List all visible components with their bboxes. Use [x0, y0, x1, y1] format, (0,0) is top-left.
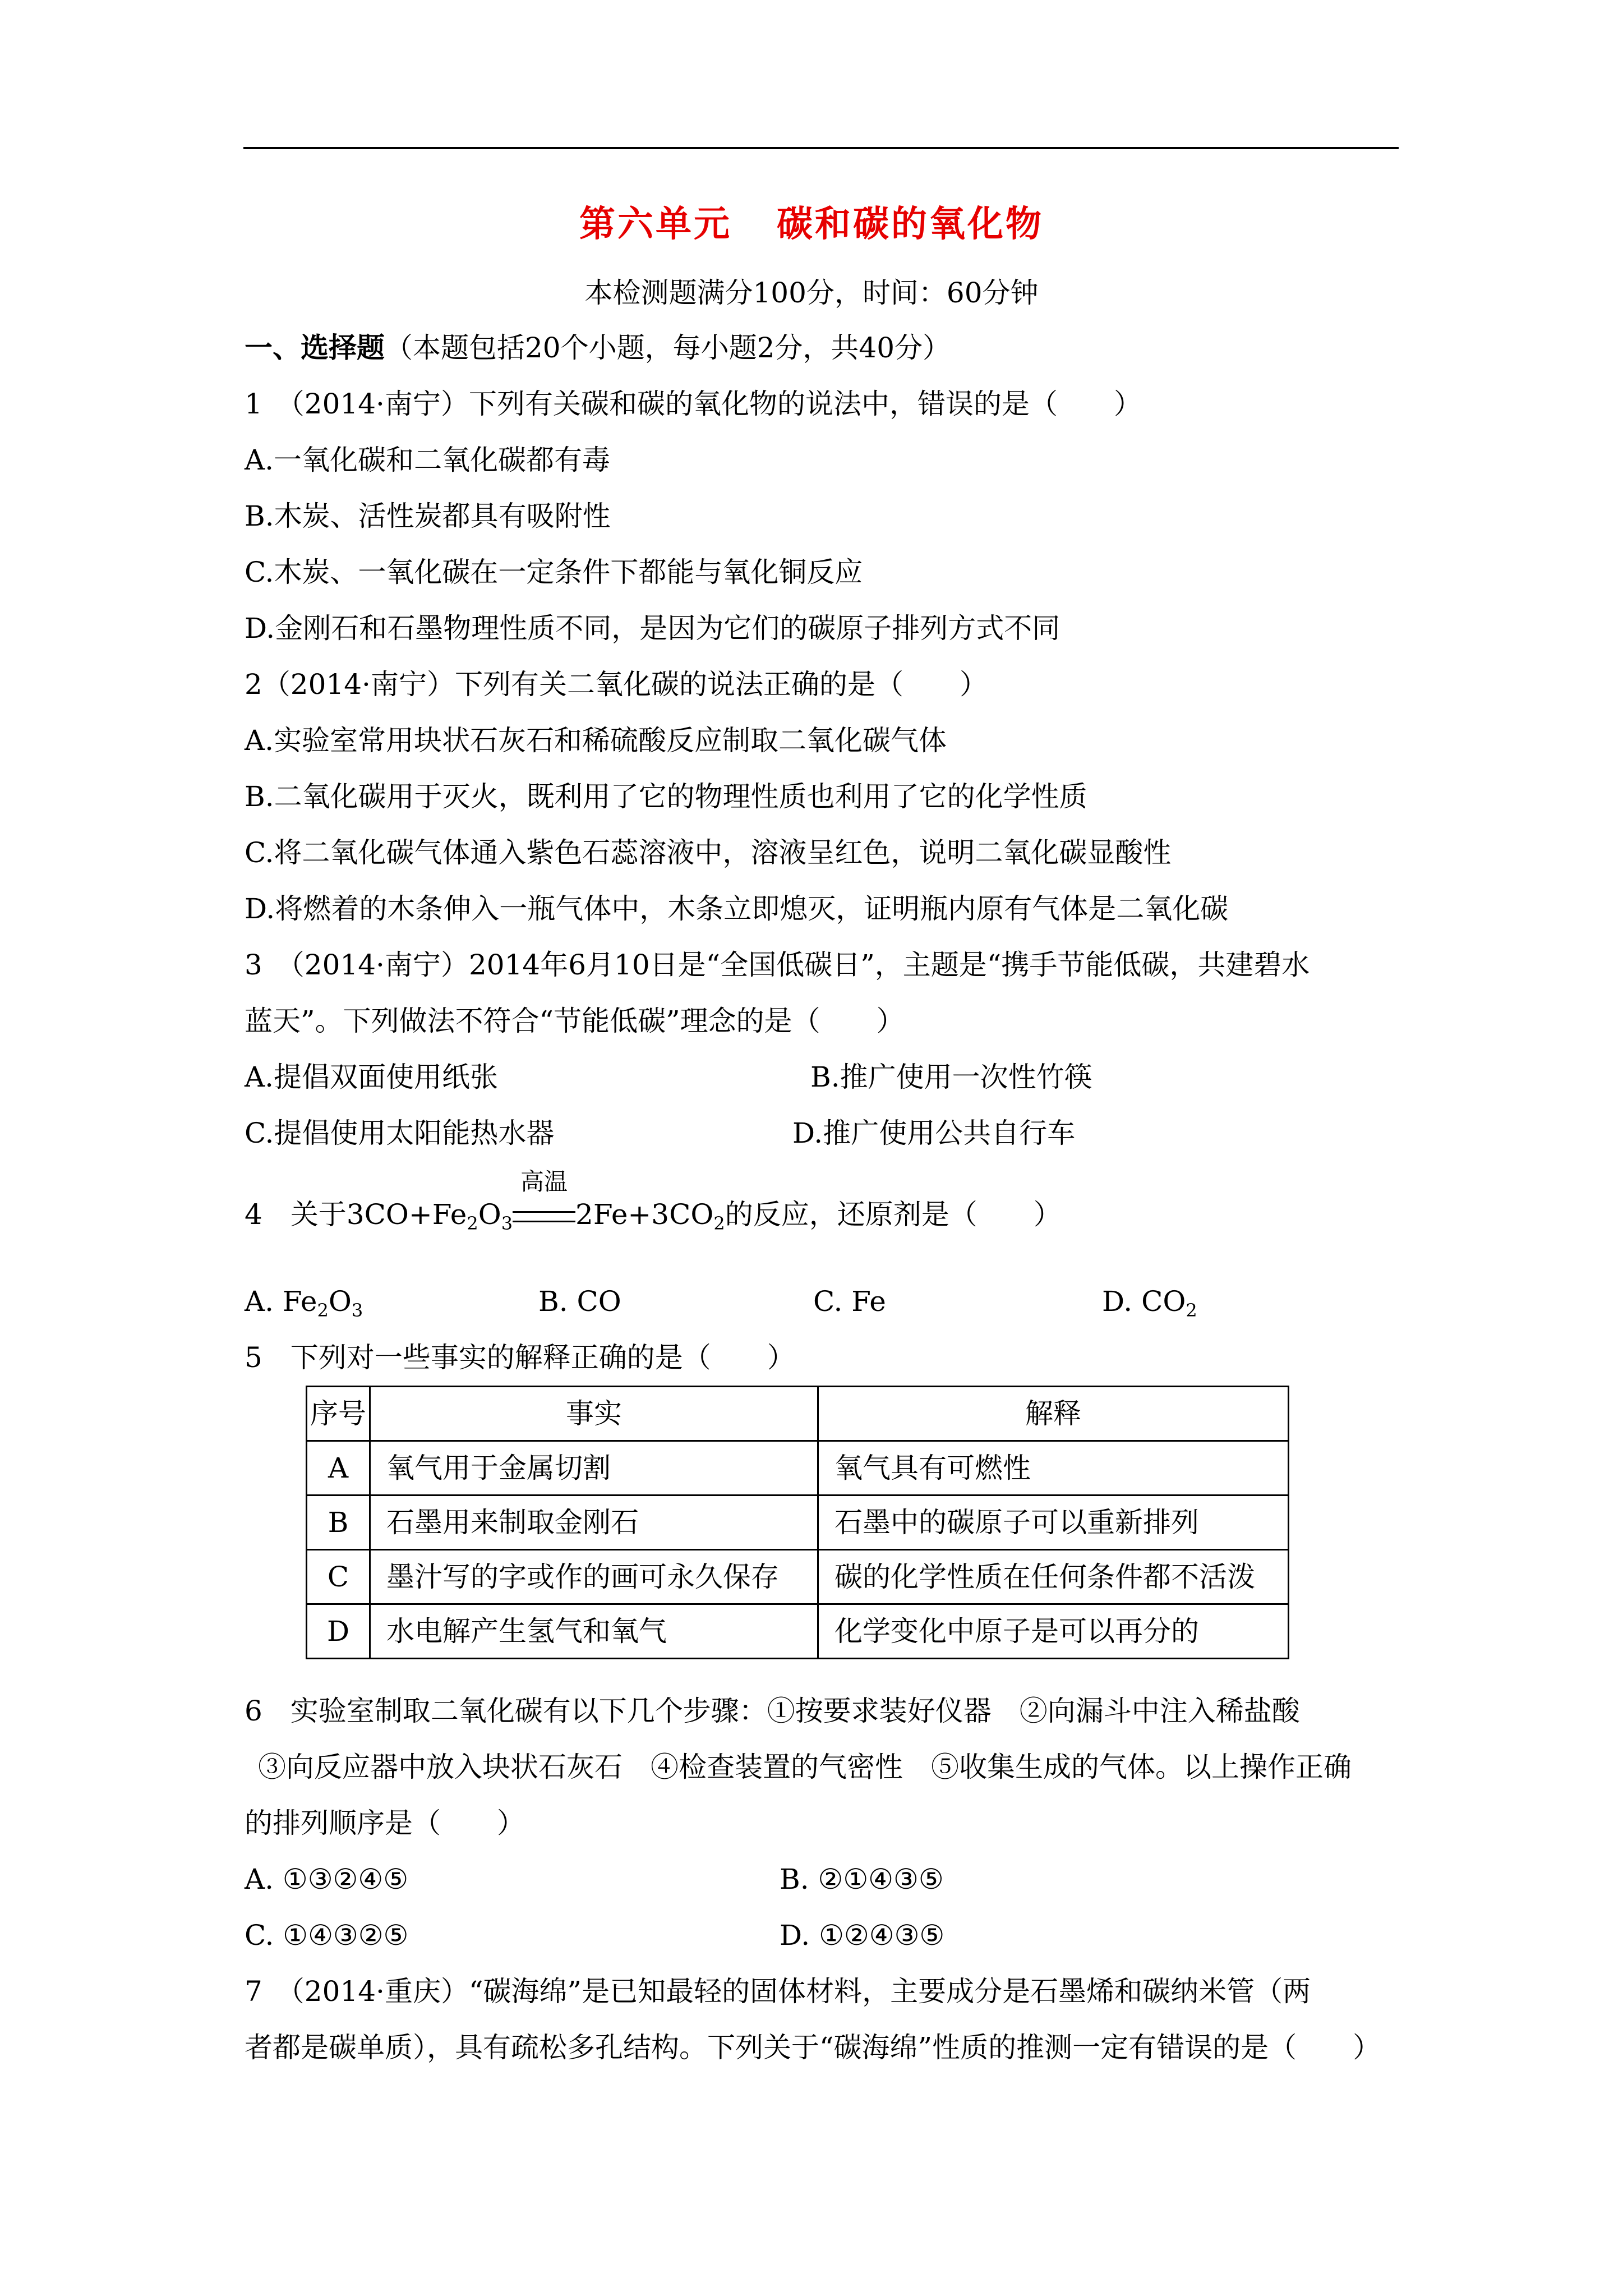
table-row — [307, 1496, 1289, 1550]
q4-option-a-sub2: 2 — [317, 1300, 329, 1321]
q7-stem-line2: 者都是碳单质），具有疏松多孔结构。下列关于“碳海绵”性质的推测一定有错误的是（ ） — [245, 2031, 1381, 2064]
q5-table — [306, 1386, 1289, 1659]
q3-option-d: D.推广使用公共自行车 — [792, 1117, 1076, 1149]
q6-stem-line3: 的排列顺序是（ ） — [245, 1807, 525, 1839]
q2-option-d: D.将燃着的木条伸入一瓶气体中，木条立即熄灭，证明瓶内原有气体是二氧化碳 — [245, 892, 1229, 925]
table-header-cell: 解释 — [818, 1387, 1289, 1441]
table-header-cell: 事实 — [370, 1387, 818, 1441]
q2-stem: 2（2014·南宁）下列有关二氧化碳的说法正确的是（ ） — [245, 668, 988, 701]
header-rule — [243, 147, 1399, 149]
q4-option-d-co: D. CO — [1102, 1285, 1186, 1318]
table-row — [307, 1604, 1289, 1659]
table-cell: 氧气具有可燃性 — [818, 1441, 1289, 1496]
q4-products — [575, 1198, 725, 1234]
table-cell: 石墨用来制取金刚石 — [370, 1496, 818, 1550]
q4-product: 2Fe+3CO — [575, 1198, 714, 1231]
table-cell: D — [307, 1604, 370, 1659]
q5-stem: 5 下列对一些事实的解释正确的是（ ） — [245, 1341, 795, 1374]
q1-option-d: D.金刚石和石墨物理性质不同，是因为它们的碳原子排列方式不同 — [245, 612, 1061, 645]
table-cell: 氧气用于金属切割 — [370, 1441, 818, 1496]
table-cell: 石墨中的碳原子可以重新排列 — [818, 1496, 1289, 1550]
q4-reactants — [346, 1198, 513, 1234]
q6-option-d: D. ①②④③⑤ — [780, 1919, 945, 1952]
q4-subscript-3: 3 — [501, 1213, 513, 1234]
q4-option-c: C. Fe — [813, 1285, 886, 1318]
q4-stem — [245, 1168, 1062, 1240]
q4-option-d — [1102, 1285, 1197, 1327]
q1-stem: 1 （2014·南宁）下列有关碳和碳的氧化物的说法中，错误的是（ ） — [245, 388, 1142, 420]
q6-option-b: B. ②①④③⑤ — [780, 1863, 944, 1895]
table-cell: A — [307, 1441, 370, 1496]
q4-option-a-o: O — [328, 1285, 352, 1318]
table-header-row — [307, 1387, 1289, 1441]
unit-title-part1: 第六单元 — [579, 203, 732, 245]
table-cell: 化学变化中原子是可以再分的 — [818, 1604, 1289, 1659]
q6-option-c: C. ①④③②⑤ — [245, 1919, 409, 1952]
table-row — [307, 1441, 1289, 1496]
q6-option-a: A. ①③②④⑤ — [245, 1863, 409, 1895]
q2-option-a: A.实验室常用块状石灰石和稀硫酸反应制取二氧化碳气体 — [245, 724, 947, 757]
table-header-cell: 序号 — [307, 1387, 370, 1441]
q4-option-a — [245, 1285, 363, 1327]
q6-stem-line1: 6 实验室制取二氧化碳有以下几个步骤：①按要求装好仪器 ②向漏斗中注入稀盐酸 — [245, 1695, 1300, 1727]
q4-product-subscript: 2 — [713, 1213, 725, 1234]
q2-option-b: B.二氧化碳用于灭火，既利用了它的物理性质也利用了它的化学性质 — [245, 780, 1087, 813]
double-line-icon — [513, 1211, 575, 1222]
table-cell: 碳的化学性质在任何条件都不活泼 — [818, 1550, 1289, 1604]
q4-option-a-sub3: 3 — [351, 1300, 363, 1321]
q4-tail: 的反应，还原剂是（ ） — [725, 1198, 1062, 1231]
table-cell: B — [307, 1496, 370, 1550]
reaction-arrow — [513, 1168, 575, 1231]
q1-option-c: C.木炭、一氧化碳在一定条件下都能与氧化铜反应 — [245, 556, 863, 588]
q4-option-d-sub2: 2 — [1186, 1300, 1197, 1321]
exam-info: 本检测题满分100分，时间：60分钟 — [584, 277, 1039, 309]
q1-option-a: A.一氧化碳和二氧化碳都有毒 — [245, 444, 611, 476]
q1-option-b: B.木炭、活性炭都具有吸附性 — [245, 500, 611, 532]
table-cell: 水电解产生氢气和氧气 — [370, 1604, 818, 1659]
q3-option-c: C.提倡使用太阳能热水器 — [245, 1117, 555, 1149]
q3-option-b: B.推广使用一次性竹筷 — [810, 1061, 1092, 1093]
unit-title-part2: 碳和碳的氧化物 — [777, 203, 1044, 245]
q3-stem-line1: 3 （2014·南宁）2014年6月10日是“全国低碳日”，主题是“携手节能低碳，共建碧水 — [245, 949, 1310, 981]
q4-subscript-2: 2 — [467, 1213, 478, 1234]
section-heading: 一、选择题 — [245, 331, 385, 364]
table-row — [307, 1550, 1289, 1604]
section-note: （本题包括20个小题，每小题2分，共40分） — [385, 332, 951, 364]
q4-oxygen: O — [478, 1198, 501, 1231]
section-heading-line — [245, 331, 951, 365]
q3-option-a: A.提倡双面使用纸张 — [245, 1061, 499, 1093]
q7-stem-line1: 7 （2014·重庆）“碳海绵”是已知最轻的固体材料，主要成分是石墨烯和碳纳米管（两 — [245, 1975, 1311, 2008]
q4-reactant1: 3CO+Fe — [346, 1198, 467, 1231]
q2-option-c: C.将二氧化碳气体通入紫色石蕊溶液中，溶液呈红色，说明二氧化碳显酸性 — [245, 836, 1172, 869]
q4-option-b: B. CO — [538, 1285, 621, 1318]
reaction-condition: 高温 — [520, 1168, 568, 1195]
unit-title — [0, 195, 1623, 247]
q4-option-a-fe: A. Fe — [245, 1285, 317, 1318]
q6-stem-line2: ③向反应器中放入块状石灰石 ④检查装置的气密性 ⑤收集生成的气体。以上操作正确 — [258, 1751, 1352, 1783]
table-cell: 墨汁写的字或作的画可永久保存 — [370, 1550, 818, 1604]
q4-number: 4 关于 — [245, 1198, 347, 1231]
table-cell: C — [307, 1550, 370, 1604]
q3-stem-line2: 蓝天”。下列做法不符合“节能低碳”理念的是（ ） — [245, 1005, 905, 1037]
